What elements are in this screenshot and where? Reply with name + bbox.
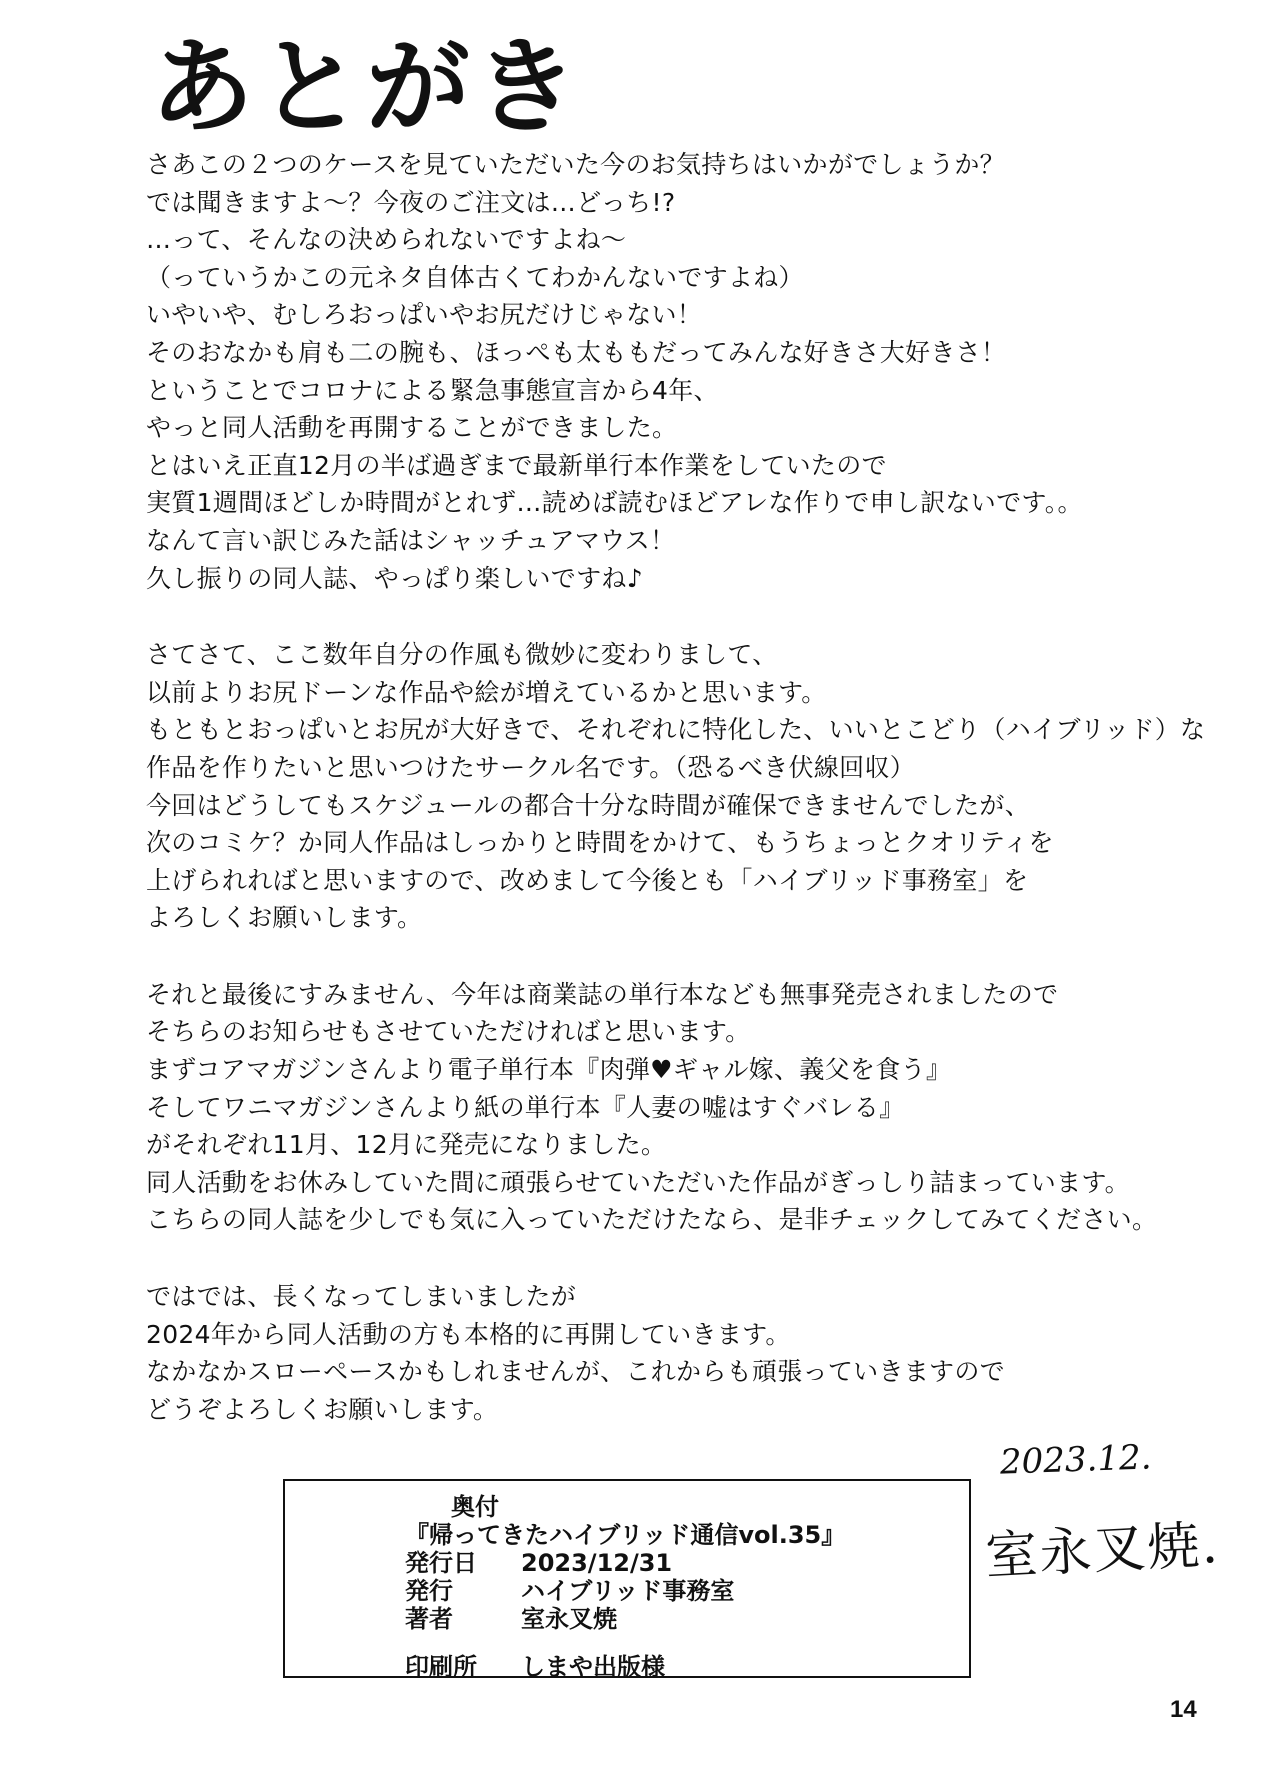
colophon-book-title: 『帰ってきたハイブリッド通信vol.35』: [405, 1521, 846, 1549]
colophon-spacer: [405, 1633, 845, 1653]
text-line: 実質1週間ほどしか時間がとれず…読めば読むほどアレな作りで申し訳ないです。。: [146, 488, 1083, 518]
text-line: どうぞよろしくお願いします。: [146, 1394, 499, 1424]
text-line: ではでは、長くなってしまいましたが: [146, 1282, 577, 1312]
paragraph-4: [146, 1278, 1226, 1428]
text-line: もともとおっぱいとお尻が大好きで、それぞれに特化した、いいとこどり（ハイブリッド）な: [146, 715, 1206, 745]
colophon-printer-row: [405, 1653, 845, 1681]
text-line: こちらの同人誌を少しでも気に入っていただけたなら、是非チェックしてみてください。: [146, 1205, 1158, 1235]
text-line: 久し振りの同人誌、やっぱり楽しいですね♪: [146, 563, 643, 593]
text-line: …って、そんなの決められないですよね～: [146, 225, 627, 255]
author-value: 室永叉焼: [521, 1605, 617, 1633]
paragraph-2: [146, 636, 1226, 937]
colophon-author-row: [405, 1605, 845, 1633]
text-line: 同人活動をお休みしていた間に頑張らせていただいた作品がぎっしり詰まっています。: [146, 1167, 1130, 1197]
text-line: とはいえ正直12月の半ば過ぎまで最新単行本作業をしていたので: [146, 450, 887, 480]
text-line: そしてワニマガジンさんより紙の単行本『人妻の嘘はすぐバレる』: [146, 1092, 905, 1122]
afterword-body: [146, 146, 1226, 1467]
signature-name: 室永叉焼.: [983, 1514, 1222, 1588]
paragraph-1: [146, 146, 1226, 597]
text-line: そのおなかも肩も二の腕も、ほっぺも太ももだってみんな好きさ大好きさ！: [146, 337, 1007, 367]
author-label: 著者: [405, 1605, 453, 1633]
text-line: なかなかスローペースかもしれませんが、これからも頑張っていきますので: [146, 1357, 1005, 1387]
page-number: 14: [1170, 1696, 1197, 1723]
printer-label: 印刷所: [405, 1653, 477, 1681]
printer-value: しまや出版様: [521, 1653, 665, 1681]
text-line: がそれぞれ11月、12月に発売になりました。: [146, 1130, 667, 1160]
issue-date-value: 2023/12/31: [521, 1549, 673, 1577]
paragraph-3: [146, 976, 1226, 1239]
text-line: それと最後にすみません、今年は商業誌の単行本なども無事発売されましたので: [146, 979, 1059, 1009]
page-title: あとがき: [150, 26, 583, 148]
text-line: いやいや、むしろおっぱいやお尻だけじゃない！: [146, 300, 703, 330]
publisher-label: 発行: [405, 1577, 453, 1605]
text-line: さてさて、ここ数年自分の作風も微妙に変わりまして、: [146, 640, 778, 670]
publisher-value: ハイブリッド事務室: [521, 1577, 735, 1605]
text-line: そちらのお知らせもさせていただければと思います。: [146, 1017, 751, 1047]
text-line: 次のコミケ？か同人作品はしっかりと時間をかけて、もうちょっとクオリティを: [146, 828, 1054, 858]
text-line: さあこの２つのケースを見ていただいた今のお気持ちはいかがでしょうか？: [146, 150, 1005, 179]
text-line: よろしくお願いします。: [146, 903, 423, 933]
colophon-issue-date-row: [405, 1549, 845, 1577]
colophon-publisher-row: [405, 1577, 845, 1605]
issue-date-label: 発行日: [405, 1549, 477, 1577]
text-line: 今回はどうしてもスケジュールの都合十分な時間が確保できませんでしたが、: [146, 790, 1031, 820]
colophon-box: [283, 1479, 971, 1681]
signature-date: 2023.12.: [999, 1437, 1153, 1483]
text-line: ということでコロナによる緊急事態宣言から4年、: [146, 375, 719, 405]
text-line: やっと同人活動を再開することができました。: [146, 413, 678, 443]
text-line: まずコアマガジンさんより電子単行本『肉弾♥ギャル嫁、義父を食う』: [146, 1055, 952, 1085]
text-line: では聞きますよ～？今夜のご注文は…どっち!?: [146, 187, 676, 217]
text-line: なんて言い訳じみた話はシャッチュアマウス！: [146, 525, 676, 555]
text-line: 以前よりお尻ドーンな作品や絵が増えているかと思います。: [146, 677, 827, 707]
colophon-heading: 奥付: [451, 1493, 499, 1521]
text-line: 作品を作りたいと思いつけたサークル名です。（恐るべき伏線回収）: [146, 752, 916, 782]
text-line: （っていうかこの元ネタ自体古くてわかんないですよね）: [146, 262, 804, 292]
text-line: 2024年から同人活動の方も本格的に再開していきます。: [146, 1319, 791, 1349]
text-line: 上げられればと思いますので、改めまして今後とも「ハイブリッド事務室」を: [146, 865, 1029, 895]
colophon-content: [405, 1493, 845, 1681]
